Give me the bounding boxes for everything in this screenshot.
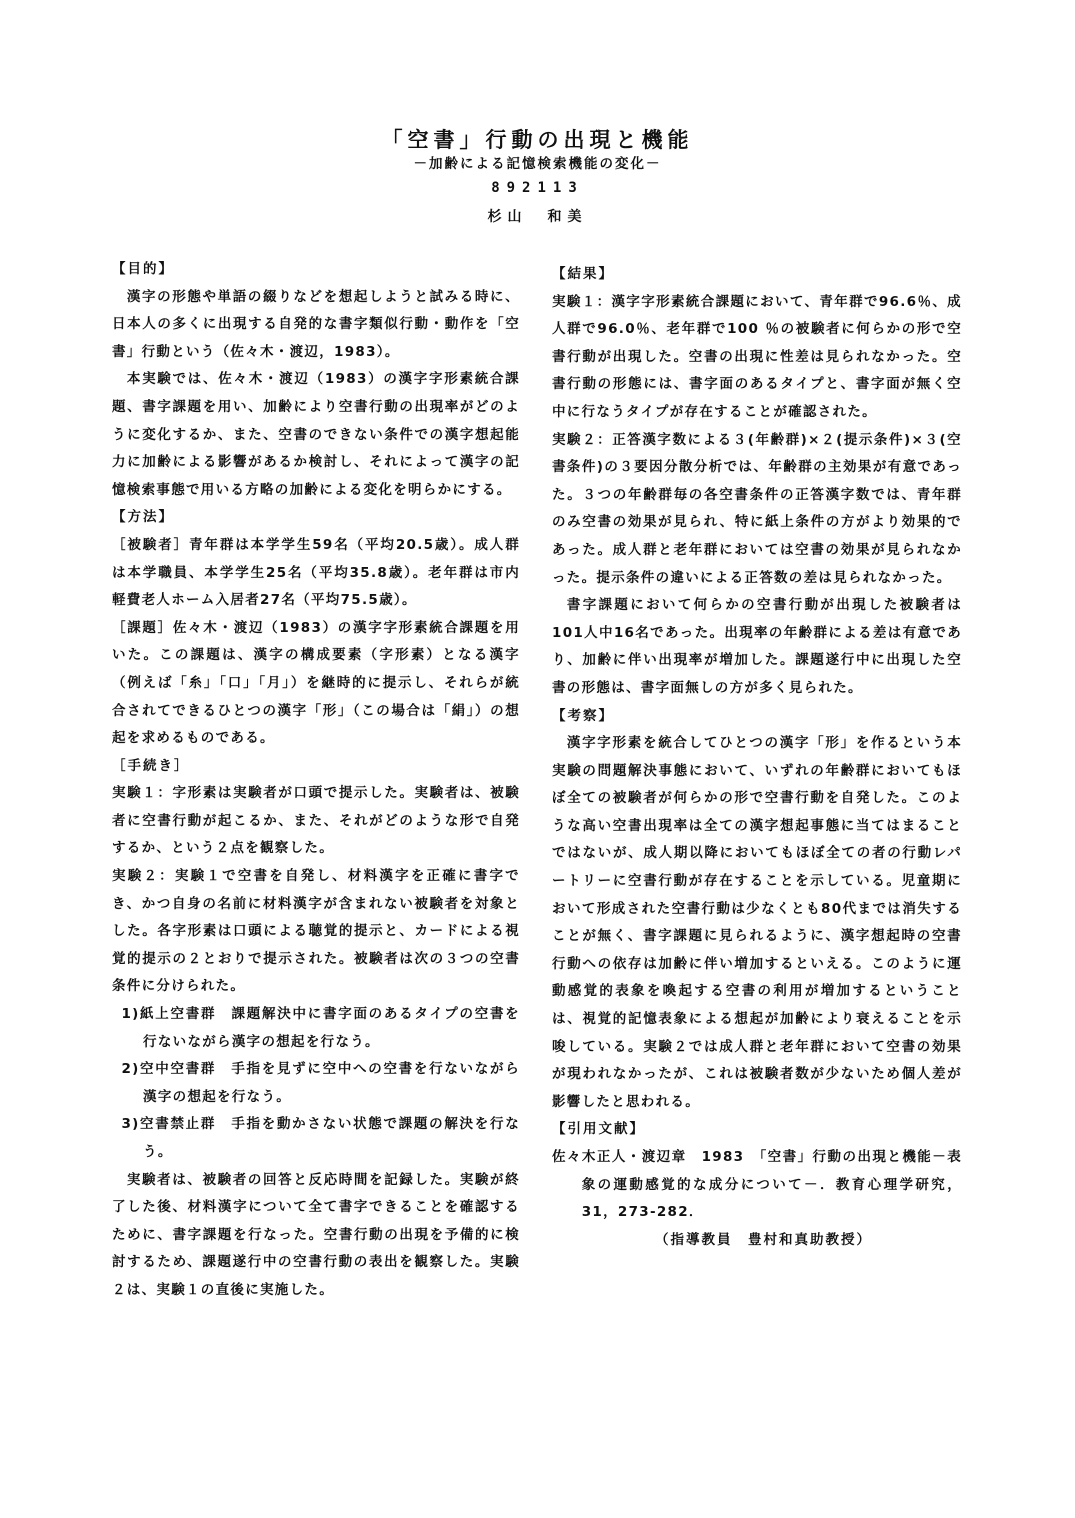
- discussion-paragraph: 漢字字形素を統合してひとつの漢字「形」を作るという本実験の問題解決事態において、いずれの年齢群においてもほぼ全ての被験者が何らかの形で空書行動を自発した。このような高い空書出現率は全ての漢字想起事態に当てはまることではないが、成人期以降においてもほぼ全ての者の行動レパートリーに空書行動が存在することを示している。児童期において形成された空書行動は少なくとも80代までは消失することが無く、書字課題に見られるように、漢字想起時の空書行動への依存は加齢に伴い増加するといえる。このように運動感覚的表象を喚起する空書の利用が増加するということは、視覚的記憶表象による想起が加齢により衰えることを示唆している。実験２では成人群と老年群において空書の効果が現われなかったが、これは被験者数が少ないため個人差が影響したと思われる。: [552, 735, 962, 1110]
- purpose-heading: 【目的】: [112, 261, 174, 277]
- student-id: 892113: [491, 180, 584, 196]
- experiment-1-procedure: 実験１：字形素は実験者が口頭で提示した。実験者は、被験者に空書行動が起こるか、また、それがどのような形で自発するか、という２点を観察した。: [112, 785, 520, 857]
- references-heading: 【引用文献】: [552, 1121, 645, 1138]
- right-column: [552, 261, 962, 1254]
- method-heading: 【方法】: [112, 509, 174, 526]
- results-heading: 【結果】: [552, 266, 614, 282]
- paper-title: 「空書」行動の出現と機能: [381, 128, 694, 152]
- author-name: 杉山 和美: [487, 209, 588, 225]
- experiment-2-procedure: 実験２：実験１で空書を自発し、材料漢字を正確に書字でき、かつ自身の名前に材料漢字が含まれない被験者を対象とした。各字形素は口頭による聴覚的提示と、カードによる視覚的提示の２とおりで提示された。被験者は次の３つの空書条件に分けられた。: [112, 868, 520, 995]
- method-task: ［課題］佐々木・渡辺（1983）の漢字字形素統合課題を用いた。この課題は、漢字の構成要素（字形素）となる漢字（例えば「糸」「口」「月」）を継時的に提示し、それらが統合されてできるひとつの漢字「形」（この場合は「絹」）の想起を求めるものである。: [112, 619, 520, 747]
- reference-item: 佐々木正人・渡辺章 1983 「空書」行動の出現と機能－表象の運動感覚的な成分について－．教育心理学研究，31，273-282．: [552, 1149, 962, 1221]
- paper-subtitle: －加齢による記憶検索機能の変化－: [413, 156, 662, 172]
- procedure-heading: ［手続き］: [112, 757, 190, 774]
- purpose-paragraph-2: 本実験では、佐々木・渡辺（1983）の漢字字形素統合課題、書字課題を用い、加齢により空書行動の出現率がどのように変化するか、また、空書のできない条件での漢字想起能力に加齢による影響があるか検討し、それによって漢字の記憶検索事態で用いる方略の加齢による変化を明らかにする。: [112, 371, 520, 498]
- condition-3: 3)空書禁止群 手指を動かさない状態で課題の解決を行なう。: [121, 1116, 520, 1160]
- results-experiment-1: 実験１：漢字字形素統合課題において、青年群で96.6％、成人群で96.0％、老年群で100 ％の被験者に何らかの形で空書行動が出現した。空書の出現に性差は見られなかった。空書行動の形態には、書字面のあるタイプと、書字面が無く空中に行なうタイプが存在することが確認された。: [552, 293, 962, 420]
- purpose-paragraph-1: 漢字の形態や単語の綴りなどを想起しようと試みる時に、日本人の多くに出現する自発的な書字類似行動・動作を「空書」行動という（佐々木・渡辺，1983）。: [112, 288, 520, 360]
- condition-2: 2)空中空書群 手指を見ずに空中への空書を行ないながら漢字の想起を行なう。: [121, 1061, 520, 1105]
- results-experiment-2: 実験２：正答漢字数による３(年齢群)×２(提示条件)×３(空書条件)の３要因分散分析では、年齢群の主効果が有意であった。３つの年齢群毎の各空書条件の正答漢字数では、青年群のみ空書の効果が見られ、特に紙上条件の方がより効果的であった。成人群と老年群においては空書の効果が見られなかった。提示条件の違いによる正答数の差は見られなかった。: [552, 431, 962, 586]
- advisor-note: （指導教員 豊村和真助教授）: [655, 1231, 872, 1248]
- condition-1: 1)紙上空書群 課題解決中に書字面のあるタイプの空書を行ないながら漢字の想起を行なう。: [121, 1006, 520, 1050]
- discussion-heading: 【考察】: [552, 707, 614, 724]
- left-column: [112, 256, 520, 1305]
- procedure-closing-paragraph: 実験者は、被験者の回答と反応時間を記録した。実験が終了した後、材料漢字について全て書字できることを確認するために、書字課題を行なった。空書行動の出現を予備的に検討するため、課題遂行中の空書行動の表出を観察した。実験２は、実験１の直後に実施した。: [112, 1171, 520, 1298]
- method-subjects: ［被験者］青年群は本学学生59名（平均20.5歳）。成人群は本学職員、本学学生25名（平均35.8歳）。老年群は市内軽費老人ホーム入居者27名（平均75.5歳）。: [112, 536, 520, 609]
- results-paragraph-3: 書字課題において何らかの空書行動が出現した被験者は 101人中16名であった。出現率の年齢群による差は有意であり、加齢に伴い出現率が増加した。課題遂行中に出現した空書の形態は、書字面無しの方が多く見られた。: [552, 597, 962, 696]
